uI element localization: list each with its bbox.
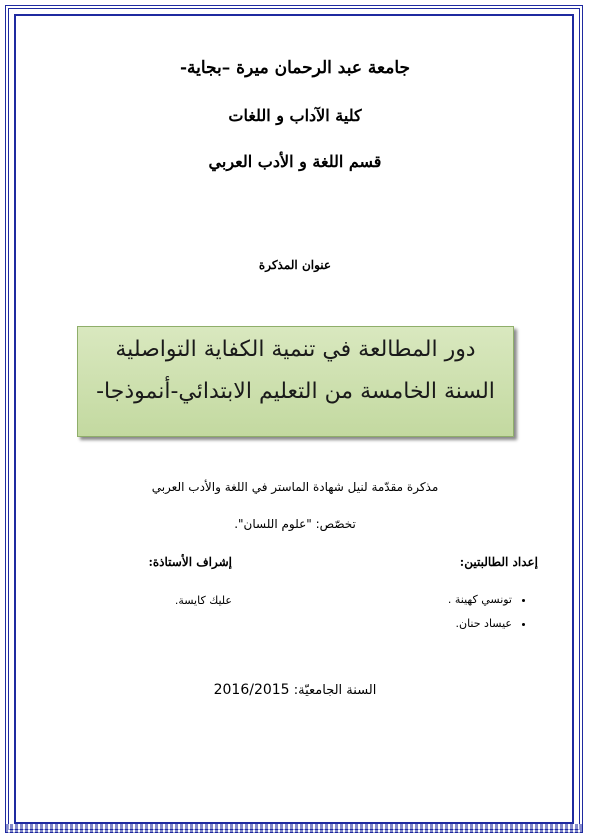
thesis-title-line1: دور المطالعة في تنمية الكفاية التواصلية xyxy=(115,337,476,362)
list-item: • عيساد حنان. xyxy=(448,616,512,640)
thesis-title-box xyxy=(77,326,514,437)
thesis-description: مذكرة مقدّمة لنيل شهادة الماستر في اللغة والأدب العربي xyxy=(151,480,439,494)
academic-year-value: 2016/2015 xyxy=(213,682,290,698)
supervisor-label: إشراف الأستاذة: xyxy=(148,555,232,569)
students-list xyxy=(448,592,528,640)
list-item: • تونسي كهينة . xyxy=(448,592,512,616)
university-name: جامعة عبد الرحمان ميرة –بجاية- xyxy=(179,58,411,78)
faculty-name: كلية الآداب و اللغات xyxy=(228,106,362,125)
department-name: قسم اللغة و الأدب العربي xyxy=(208,152,382,171)
academic-year xyxy=(0,682,590,698)
thesis-title-line2: السنة الخامسة من التعليم الابتدائي-أنموذجا- xyxy=(96,379,495,404)
prepared-by-label: إعداد الطالبتين: xyxy=(459,555,538,569)
title-label: عنوان المذكرة xyxy=(258,258,332,272)
academic-year-label: السنة الجامعيّة: xyxy=(293,683,377,698)
specialty: تخصّص: "علوم اللسان". xyxy=(234,517,356,531)
page-border-bottom xyxy=(5,824,583,833)
supervisor-name: عليك كايسة. xyxy=(174,594,232,607)
